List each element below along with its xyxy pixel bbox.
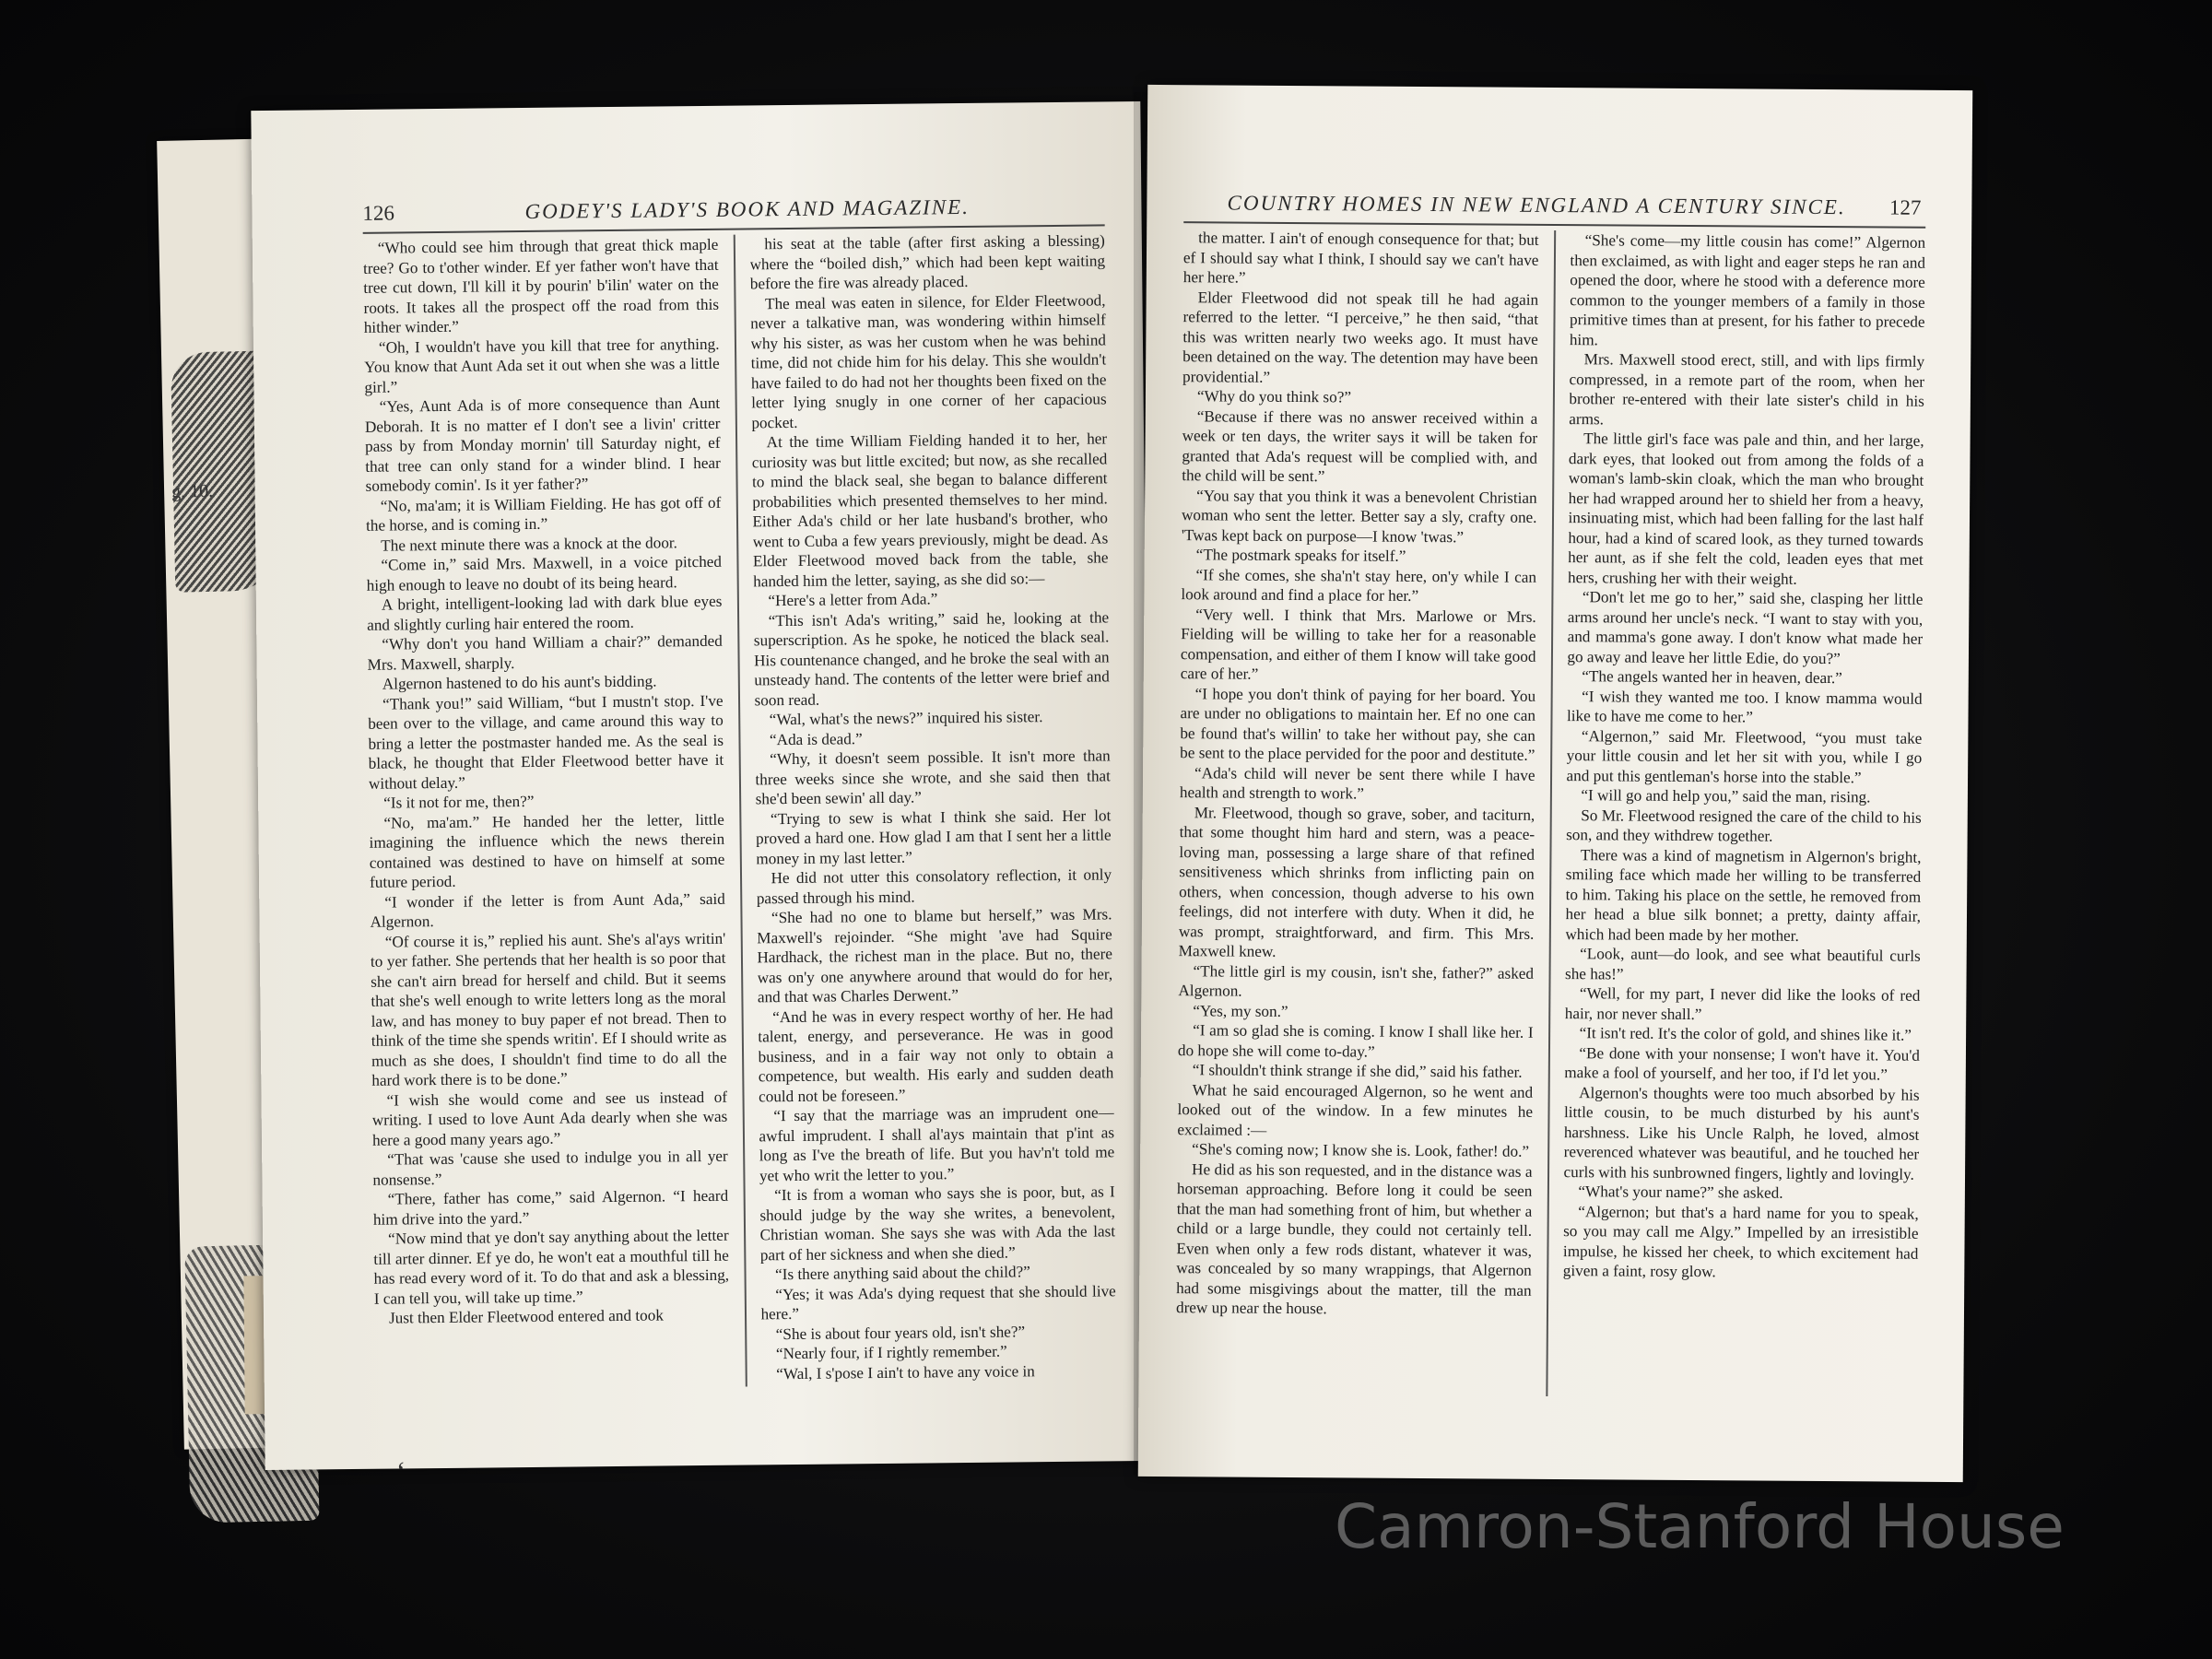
right-page (1138, 85, 1973, 1482)
paragraph: “I wish they wanted me too. I know mamma would like to have me come to her.” (1566, 687, 1923, 726)
paragraph: “I wish she would come and see us instead of writing. I used to love Aunt Ada dearly when she was here a good many years ago.” (371, 1088, 728, 1149)
right-page-column-1 (1175, 228, 1538, 1396)
paragraph: “Look, aunt—do look, and see what beautiful curls she has!” (1564, 945, 1921, 983)
paragraph: “What's your name?” she asked. (1578, 1182, 1783, 1202)
paragraph: “Come in,” said Mrs. Maxwell, in a voice pitched high enough to leave no doubt of its being heard. (366, 552, 723, 594)
paragraph: “She had no one to blame but herself,” was Mrs. Maxwell's rejoinder. “She might 'ave had Squire Hardhack, the richest man in the place. But no, there was on'y one anywhere around that would do for her, and that was Charles Derwent.” (757, 905, 1113, 1006)
paragraph: “I say that the marriage was an imprudent one—awful imprudent. I shall al'ays maintain that p'int as long as I've the breath of life. But you hav'n't told me yet who writ the letter to you.” (759, 1103, 1115, 1184)
paragraph: So Mr. Fleetwood resigned the care of the child to his son, and they withdrew together. (1566, 806, 1922, 845)
page-number-left: 126 (362, 201, 395, 225)
paragraph: Algernon's thoughts were too much absorbed by his little cousin, to be much disturbed by his aunt's harshness. Like his Uncle Ralph, he loved, almost reverenced whatever was beautiful, and he touched her curls with his sunbrowned fingers, lightly and lovingly. (1563, 1083, 1920, 1183)
paragraph: “Don't let me go to her,” said she, clasping her little arms around her uncle's neck. “I want to stay with you, and mamma's gone away. I don't know what made her go away and leave her little Edie, do you?” (1567, 588, 1924, 667)
paragraph: “I wonder if the letter is from Aunt Ada,” said Algernon. (370, 889, 725, 931)
paragraph: Mr. Fleetwood, though so grave, sober, and taciturn, that some thought him hard and stern, was a peace-loving man, possessing a large share of that refined sensitiveness which shrinks from inflicting pain on others, when concession, though adverse to his own feelings, did not interfere with duty. When it did, he was prompt, straightforward, and firm. This Mrs. Maxwell knew. (1178, 803, 1535, 960)
paragraph: “Why, it doesn't seem possible. It isn't more than three weeks since she wrote, and she said then that she'd been sewin' all day.” (755, 747, 1112, 808)
paragraph: “It is from a woman who says she is poor, but, as I should judge by the way she writes, a benevolent, Christian woman. She says she was with Ada the last part of her sickness and when she died.” (759, 1182, 1116, 1264)
paragraph: “The postmark speaks for itself.” (1195, 546, 1406, 565)
paragraph: “It isn't red. It's the color of gold, and shines like it.” (1579, 1024, 1912, 1044)
paragraph: A bright, intelligent-looking lad with dark blue eyes and slightly curling hair entered the room. (367, 592, 723, 634)
paragraph: The next minute there was a knock at the door. (381, 533, 678, 555)
running-head-right (1183, 191, 1921, 220)
paragraph: “No, ma'am; it is William Fielding. He has got off of the horse, and is coming in.” (365, 493, 722, 535)
right-page-column-2 (1562, 230, 1925, 1399)
column-divider (1546, 230, 1556, 1396)
paragraph: The meal was eaten in silence, for Elder Fleetwood, never a talkative man, was wondering within himself why his sister, as was her custom when he was behind time, did not chide him for his delay. This she wouldn't have failed to do had not her thoughts been fixed on the letter lying snugly in one corner of her capacious pocket. (750, 290, 1107, 431)
column-divider (733, 235, 747, 1387)
paragraph: “The angels wanted her in heaven, dear.” (1582, 667, 1842, 688)
running-title-right: COUNTRY HOMES IN NEW ENGLAND A CENTURY SINCE. (1227, 191, 1846, 219)
paragraph: “Wal, I s'pose I ain't to have any voice in (776, 1361, 1035, 1382)
paragraph: “Is it not for me, then?” (383, 792, 535, 812)
paragraph: “Nearly four, if I rightly remember.” (775, 1342, 1007, 1363)
running-title-left: GODEY'S LADY'S BOOK AND MAGAZINE. (524, 194, 971, 223)
paragraph: “And he was in every respect worthy of her. He had talent, energy, and perseverance. He was in good business, and in a fair way not only to obtain a competence, but wealth. His early and sudden death could not be foreseen.” (758, 1004, 1114, 1105)
paragraph: “There, father has come,” said Algernon. “I heard him drive into the yard.” (372, 1186, 729, 1229)
paragraph: “Trying to sew is what I think she said. Her lot proved a hard one. How glad I am that I sent her a little money in my last letter.” (756, 806, 1112, 867)
paragraph: “She is about four years old, isn't she?” (775, 1322, 1026, 1343)
paragraph: “Well, for my part, I never did like the looks of red hair, nor never shall.” (1564, 984, 1921, 1023)
paragraph: “Be done with your nonsense; I won't have it. You'd make a fool of yourself, and her too, if I'd let you.” (1564, 1043, 1921, 1084)
paragraph: “I hope you don't think of paying for her board. You are under no obligations to maintain her. Ef no one can be found that's willin' to take her without pay, she can be sent to the place pervided for the poor and destitute.” (1180, 684, 1536, 764)
paragraph: At the time William Fielding handed it to her, her curiosity was but little excited; but now, as she recalled to mind the black seal, she began to balance different probabilities which presented themselves to her mind. Either Ada's child or her late husband's brother, who went to Cuba a few years previously, might be dead. As Elder Fleetwood moved back from the table, she handed him the letter, saying, as she did so:— (751, 429, 1109, 590)
paragraph: Elder Fleetwood did not speak till he had again referred to the letter. “I perceive,” he then said, “that this was written nearly two weeks ago. It must have been detained on the way. The detention may have been providential.” (1182, 288, 1539, 386)
left-page (251, 101, 1154, 1470)
figure-caption-fragment: g. 10. (171, 480, 214, 502)
paragraph: “Of course it is,” replied his aunt. She's al'ays writin' to yer father. She pertends that her health is so poor that she can't airn bread for herself and child. But it seems that she's well enough to write letters long as the moral law, and has money to buy paper ef not bread. Then to think of the time she spends writin'. Ef I should write as much as she does, I shouldn't find time to do all the hard work there is to be done.” (370, 929, 727, 1089)
paragraph: the matter. I ain't of enough consequence for that; but ef I should say what I think, I should say we can't have her here.” (1182, 229, 1539, 287)
paragraph: “Algernon,” said Mr. Fleetwood, “you must take your little cousin and let her sit with you, while I go and put this gentleman's horse into the stable.” (1566, 726, 1923, 786)
paragraph: “You say that you think it was a benevolent Christian woman who sent the letter. Better say a sly, crafty one. 'Twas kept back on purpose—I know 'twas.” (1181, 486, 1537, 546)
paragraph: Algernon hastened to do his aunt's bidding. (382, 672, 657, 693)
paragraph: “Yes; it was Ada's dying request that she should live here.” (760, 1281, 1116, 1324)
paragraph: “Ada is dead.” (769, 729, 863, 748)
paragraph: “Is there anything said about the child?” (774, 1263, 1030, 1284)
left-page-column-2 (749, 230, 1117, 1386)
paragraph: “If she comes, she sha'n't stay here, on'y while I can look around and find a place for her.” (1181, 565, 1537, 605)
paragraph: “The little girl is my cousin, isn't she, father?” asked Algernon. (1178, 961, 1535, 1000)
paragraph: “Very well. I think that Mrs. Marlowe or Mrs. Fielding will be willing to take her for a reasonable compensation, and either of them I know will take good care of her.” (1180, 605, 1536, 683)
paragraph: “Yes, my son.” (1193, 1001, 1288, 1020)
ink-mark: ʻ (396, 1456, 406, 1487)
paragraph: “No, ma'am.” He handed her the letter, little imagining the influence which the news therein contained was destined to have on himself at some future period. (369, 810, 725, 891)
paragraph: “Wal, what's the news?” inquired his sister. (769, 708, 1043, 729)
paragraph: “I shouldn't think strange if she did,” said his father. (1192, 1061, 1523, 1081)
paragraph: “She's coming now; I know she is. Look, father! do.” (1192, 1140, 1530, 1160)
paragraph: “Why do you think so?” (1196, 387, 1352, 406)
paragraph: “I will go and help you,” said the man, rising. (1581, 786, 1871, 806)
paragraph: “Who could see him through that great thick maple tree? Go to t'other winder. Ef yer father won't have that tree cut down, I'll kill it by pourin' b'ilin' water on the roots. It takes all the prospect off the road from this hither winder.” (362, 235, 720, 336)
paragraph: “Oh, I wouldn't have you kill that tree for anything. You know that Aunt Ada set it out when she was a little girl.” (364, 335, 720, 396)
paragraph: “Here's a letter from Ada.” (768, 590, 938, 610)
paragraph: He did as his son requested, and in the distance was a horseman approaching. Before long it could be seen that the man had something front of him, but whether a child or a large bundle, they could not certainly tell. Even when only a few rods distant, whatever it was, was concealed by so many wrappings, that Algernon had some misgivings about the matter, till the man drew up near the house. (1175, 1159, 1533, 1318)
paragraph: He did not utter this consolatory reflection, it only passed through his mind. (756, 865, 1112, 907)
paragraph: “Yes, Aunt Ada is of more consequence than Aunt Deborah. It is no matter ef I don't see a livin' critter pass by from Monday mornin' till Saturday night, ef that tree can only stand for a winder blind. I hear somebody comin'. Is it yer father?” (364, 394, 721, 495)
paragraph: There was a kind of magnetism in Algernon's bright, smiling face which made her willing to be transferred to him. Taking his place on the settle, he removed from her head a blue silk bonnet; a pretty, dainty affair, which had been made by her mother. (1565, 845, 1922, 945)
paragraph: The little girl's face was pale and thin, and her large, dark eyes, that looked out from among the folds of a woman's lamb-skin cloak, which the man who brought her had wrapped around her to shield her from a heavy, insinuating mist, which had been falling for the last half hour, had a kind of scared look, as they turned towards her aunt, as if she felt the cold, leaden eyes that met hers, crushing her with their weight. (1567, 429, 1924, 588)
paragraph: What he said encouraged Algernon, so he went and looked out of the window. In a few minutes he exclaimed :— (1177, 1080, 1534, 1139)
page-number-right: 127 (1888, 195, 1922, 219)
running-head-left (362, 194, 1100, 225)
paragraph: “I am so glad she is coming. I know I shall like her. I do hope she will come to-day.” (1177, 1021, 1534, 1061)
paragraph: “Algernon; but that's a hard name for you to speak, so you may call me Algy.” Impelled by an irresistible impulse, he kissed her cheek, to which excitement had given a faint, rosy glow. (1562, 1202, 1919, 1281)
header-rule-right (1183, 221, 1925, 229)
paragraph: “That was 'cause she used to indulge you in all yer nonsense.” (372, 1147, 728, 1189)
paragraph: “She's come—my little cousin has come!” Algernon then exclaimed, as with light and eager steps he ran and opened the door, where he stood with a deference more common to the younger members of a family in those primitive times than at present, for his father to precede him. (1569, 231, 1926, 348)
paragraph: “Thank you!” said William, “but I mustn't stop. I've been over to the village, and came around this way to bring a letter the postmaster handed me. As the seal is black, he thought that Elder Fleetwood better have it without delay.” (368, 691, 724, 793)
paragraph: Mrs. Maxwell stood erect, still, and with lips firmly compressed, in a remote part of the room, when her brother re-entered with their late sister's child in his arms. (1569, 350, 1925, 428)
watermark: Camron-Stanford House (1335, 1491, 2065, 1562)
paragraph: Just then Elder Fleetwood entered and took (388, 1306, 664, 1327)
left-page-column-1 (363, 235, 731, 1391)
paragraph: “Ada's child will never be sent there while I have health and strength to work.” (1179, 763, 1535, 803)
paragraph: “This isn't Ada's writing,” said he, looking at the superscription. As he spoke, he noticed the black seal. His countenance changed, and he broke the seal with an unsteady hand. The contents of the letter were brief and soon read. (753, 607, 1110, 709)
paragraph: “Why don't you hand William a chair?” demanded Mrs. Maxwell, sharply. (367, 631, 723, 674)
paragraph: “Because if there was no answer received within a week or ten days, the writer says it will be taken for granted that Ada's request will be complied with, and the child will be sent.” (1182, 406, 1538, 486)
paragraph: his seat at the table (after first asking a blessing) where the “boiled dish,” which had been kept waiting before the fire was already placed. (749, 231, 1106, 293)
paragraph: “Now mind that ye don't say anything about the letter till arter dinner. Ef ye do, he won't eat a mouthful till he has read every word of it. To do that and ask a blessing, I can tell you, will take up time.” (373, 1226, 730, 1308)
